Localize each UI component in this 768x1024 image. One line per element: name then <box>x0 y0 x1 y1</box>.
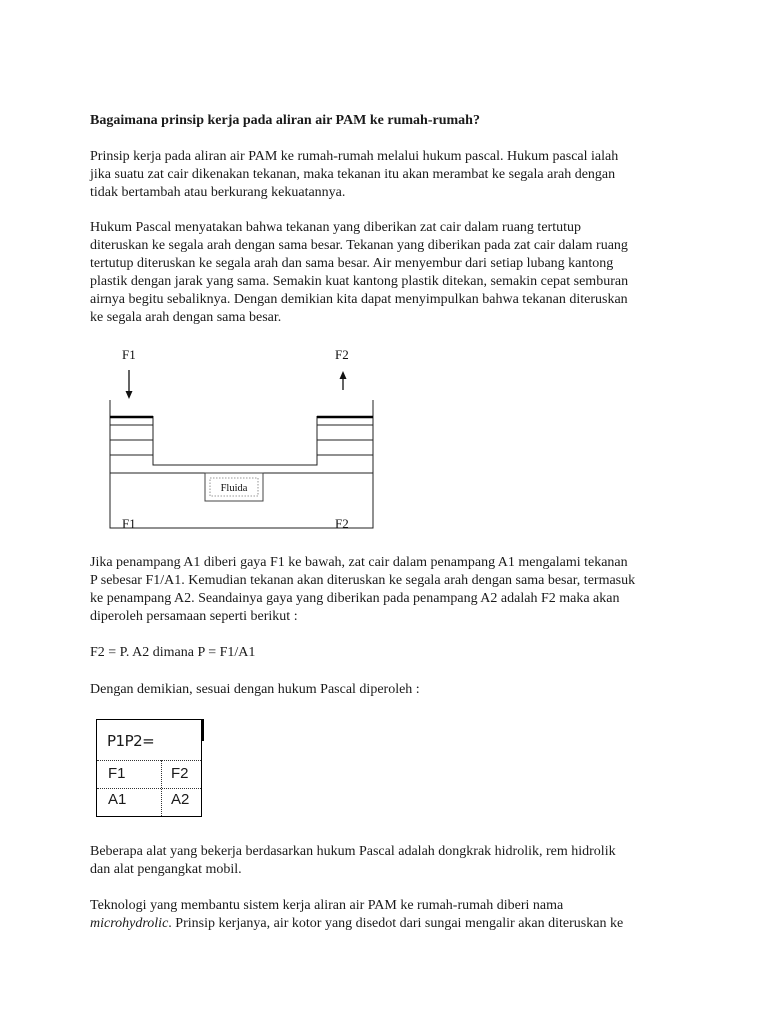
paragraph-conclusion: Dengan demikian, sesuai dengan hukum Pascal diperoleh : <box>90 682 420 697</box>
paragraph-line: Teknologi yang membantu sistem kerja aliran air PAM ke rumah-rumah diberi nama <box>90 898 564 913</box>
formula-cell-f1: F1 <box>108 765 126 782</box>
microhydrolic-term: microhydrolic <box>90 916 169 931</box>
paragraph-line: dan alat pengangkat mobil. <box>90 862 242 877</box>
formula-table <box>96 719 202 817</box>
paragraph-line: Hukum Pascal menyatakan bahwa tekanan yang diberikan zat cair dalam ruang tertutup <box>90 220 581 235</box>
paragraph-pascal-law <box>90 219 677 327</box>
question-heading: Bagaimana prinsip kerja pada aliran air PAM ke rumah-rumah? <box>90 113 480 128</box>
paragraph-line: Jika penampang A1 diberi gaya F1 ke bawah, zat cair dalam penampang A1 mengalami tekanan <box>90 555 628 570</box>
arrow-up-icon <box>340 371 347 390</box>
formula-title: P1P2= <box>107 732 155 750</box>
container-outline <box>110 400 373 528</box>
paragraph-line: jika suatu zat cair dikenakan tekanan, maka tekanan itu akan merambat ke segala arah dengan <box>90 167 616 182</box>
label-f1-bottom: F1 <box>122 516 136 531</box>
paragraph-explanation <box>90 554 677 626</box>
paragraph-line: diteruskan ke segala arah dengan sama besar. Tekanan yang diberikan pada zat cair dalam ruang <box>90 238 628 253</box>
paragraph-line: P sebesar F1/A1. Kemudian tekanan akan diteruskan ke segala arah dengan sama besar, termasuk <box>90 573 636 588</box>
paragraph-microhydrolic <box>90 897 677 933</box>
paragraph-line: diperoleh persamaan seperti berikut : <box>90 609 298 624</box>
fluid-label: Fluida <box>220 483 248 494</box>
paragraph-line: airnya begitu sebaliknya. Dengan demikian kita dapat menyimpulkan bahwa tekanan diteruskan <box>90 292 628 307</box>
paragraph-pascal-principle <box>90 148 677 202</box>
paragraph-line-rest: . Prinsip kerjanya, air kotor yang disedot dari sungai mengalir akan diteruskan ke <box>168 916 624 931</box>
label-f2-bottom: F2 <box>335 516 349 531</box>
formula-divider <box>97 788 201 789</box>
label-f1-top: F1 <box>122 347 136 362</box>
paragraph-line: ke segala arah dengan sama besar. <box>90 310 282 325</box>
paragraph-line: tertutup diteruskan ke segala arah dan sama besar. Air menyembur dari setiap lubang kantong <box>90 256 614 271</box>
arrow-down-icon <box>126 370 133 399</box>
paragraph-line: plastik dengan jarak yang sama. Semakin kuat kantong plastik ditekan, semakin cepat semburan <box>90 274 629 289</box>
formula-cell-f2: F2 <box>171 765 189 782</box>
paragraph-line: Prinsip kerja pada aliran air PAM ke rumah-rumah melalui hukum pascal. Hukum pascal ialah <box>90 149 619 164</box>
paragraph-line <box>90 915 677 933</box>
label-f2-top: F2 <box>335 347 349 362</box>
formula-corner-mark <box>201 719 204 741</box>
formula-cell-a2: A2 <box>171 791 190 808</box>
hydraulic-press-diagram <box>105 345 385 535</box>
paragraph-line: ke penampang A2. Seandainya gaya yang diberikan pada penampang A2 adalah F2 maka akan <box>90 591 620 606</box>
formula-cell-a1: A1 <box>108 791 127 808</box>
paragraph-line: Beberapa alat yang bekerja berdasarkan hukum Pascal adalah dongkrak hidrolik, rem hidrolik <box>90 844 616 859</box>
paragraph-applications <box>90 843 677 879</box>
equation-line: F2 = P. A2 dimana P = F1/A1 <box>90 645 256 660</box>
formula-divider <box>161 760 162 816</box>
formula-divider <box>97 760 201 761</box>
paragraph-line: tidak bertambah atau berkurang kekuatannya. <box>90 185 346 200</box>
